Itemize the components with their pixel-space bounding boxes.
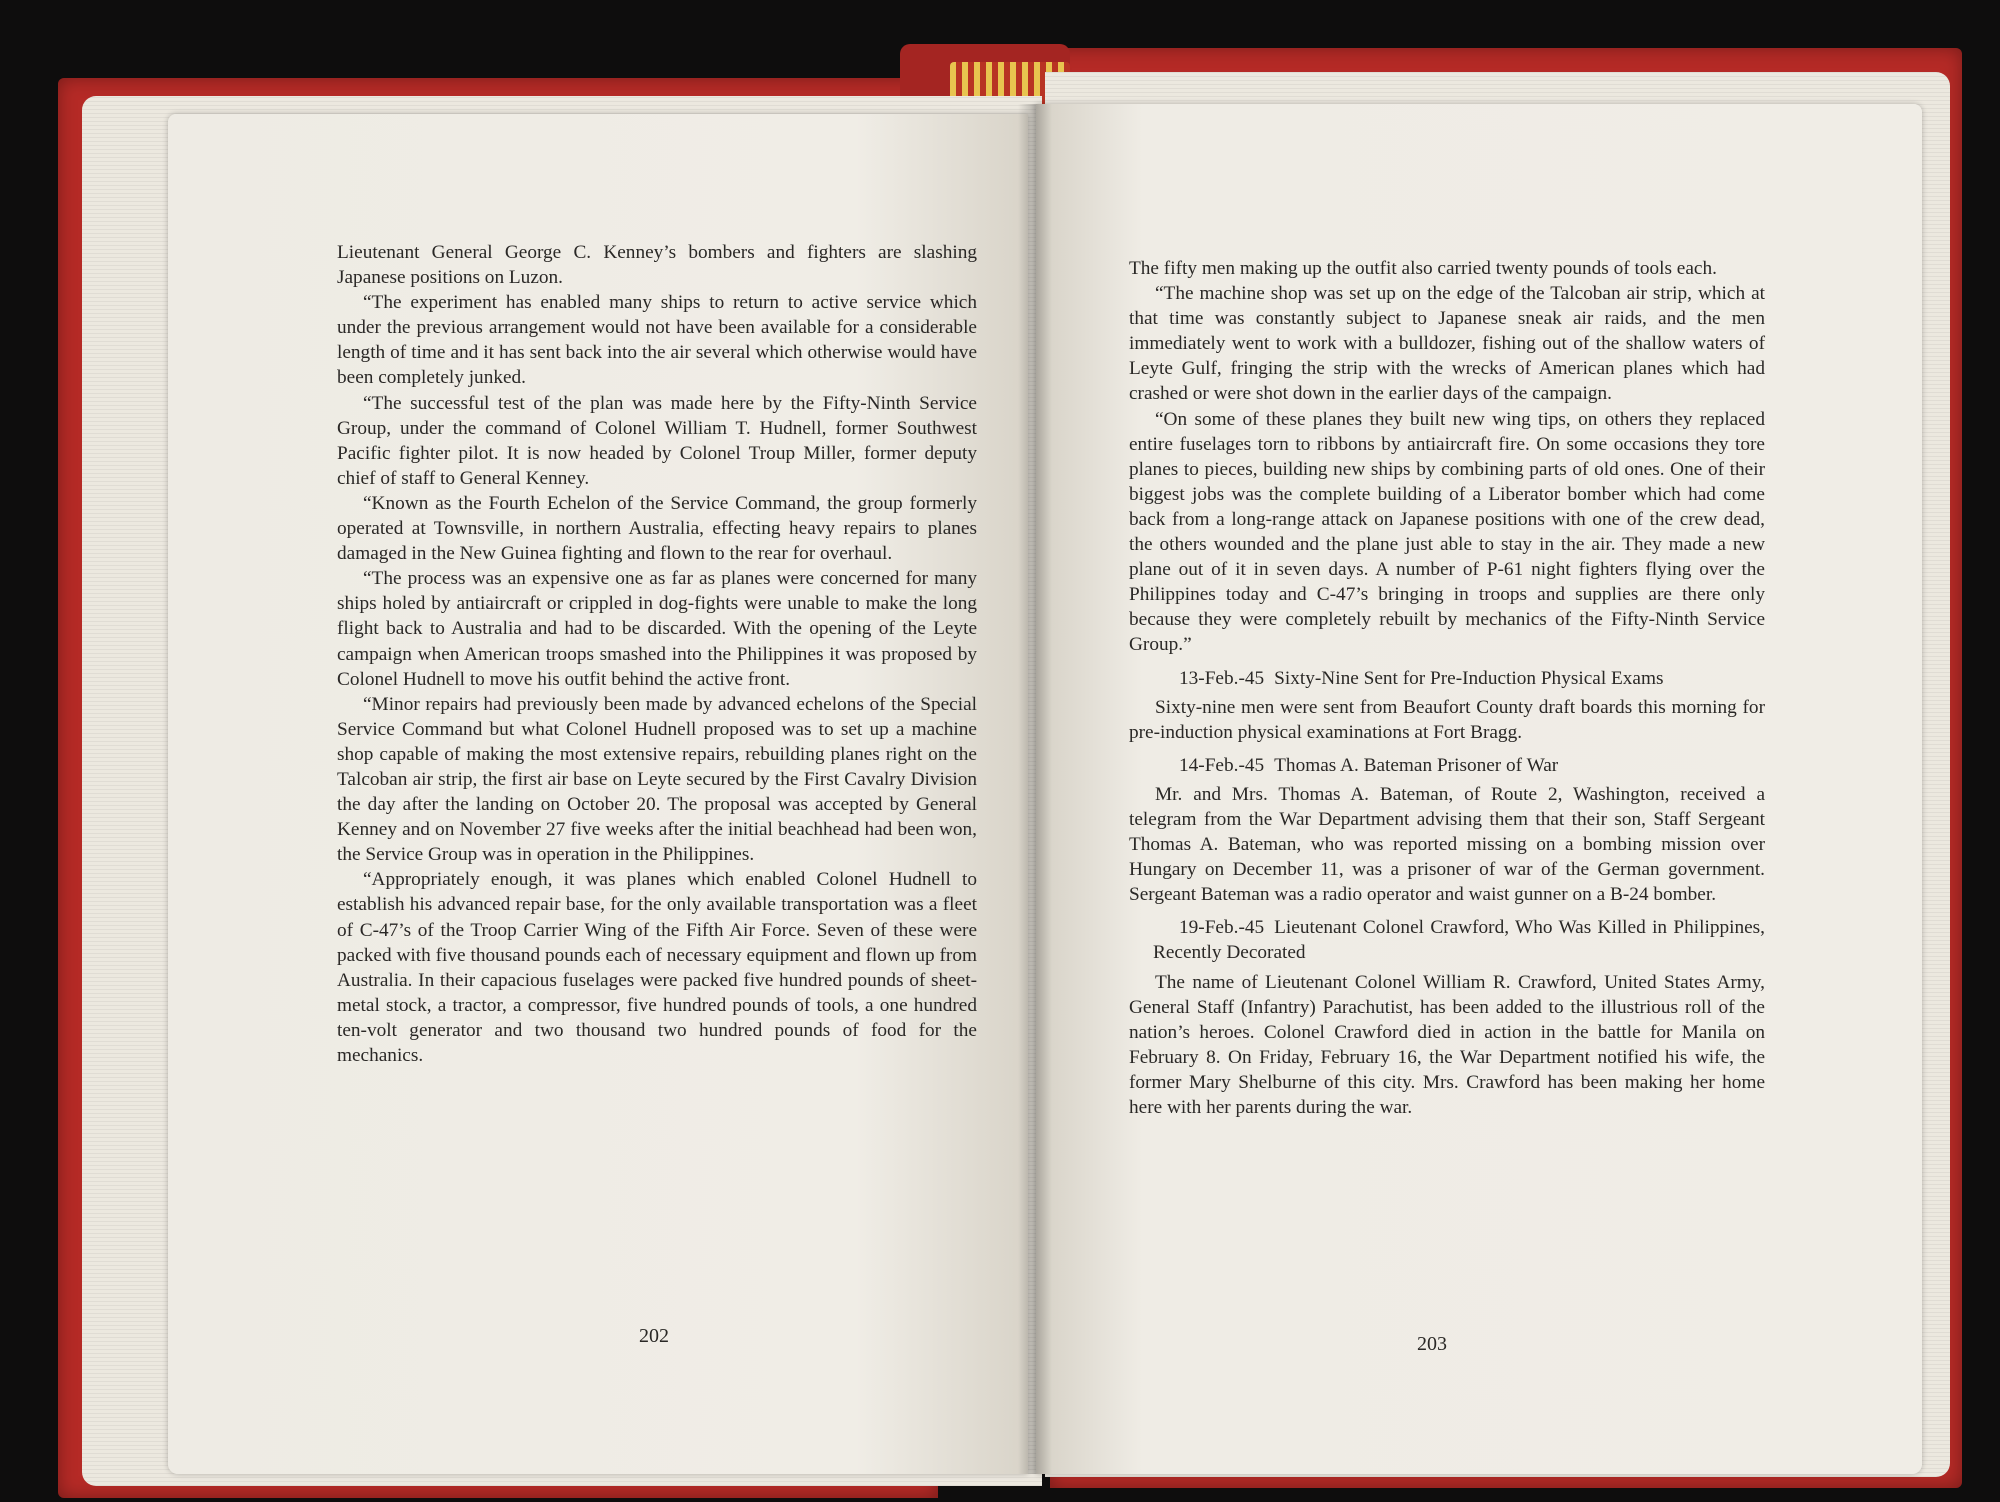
page-number-left: 202 bbox=[639, 1325, 669, 1347]
entry-heading bbox=[1129, 915, 1765, 965]
entry-date: 14-Feb.-45 bbox=[1179, 754, 1265, 776]
page-gutter bbox=[1018, 104, 1052, 1474]
dated-entry bbox=[1129, 753, 1765, 908]
entry-body: The name of Lieutenant Colonel William R. Crawford, United States Army, General Staff (Infantry) Parachutist, has been added to the illustrious roll of the nation’s heroes. Colonel Crawford died in action in the battle for Manila on February 8. On Friday, February 16, the War Department notified his wife, the former Mary Shelburne of this city. Mrs. Crawford has been making her home here with her parents during the war. bbox=[1129, 971, 1765, 1118]
left-page-text bbox=[337, 240, 977, 1068]
dated-entry bbox=[1129, 915, 1765, 1120]
entry-heading bbox=[1129, 666, 1765, 691]
paragraph: Lieutenant General George C. Kenney’s bombers and fighters are slashing Japanese positions on Luzon. bbox=[337, 242, 977, 289]
entry-headline: Lieutenant Colonel Crawford, Who Was Killed in Philippines, Recently Decorated bbox=[1153, 917, 1765, 964]
page-number-right: 203 bbox=[1417, 1333, 1447, 1355]
dated-entry bbox=[1129, 666, 1765, 745]
paragraph: “Known as the Fourth Echelon of the Service Command, the group formerly operated at Townsville, in northern Australia, effecting heavy repairs to planes damaged in the New Guinea fighting and flown to the rear for overhaul. bbox=[337, 492, 977, 565]
paragraph: “Appropriately enough, it was planes which enabled Colonel Hudnell to establish his advanced repair base, for the only available transportation was a fleet of C-47’s of the Troop Carrier Wing of the Fifth Air Force. Seven of these were packed with five thousand pounds each of necessary equipment and flown up from Australia. In their capacious fuselages were packed five hundred pounds of sheet-metal stock, a tractor, a compressor, five hundred pounds of tools, a one hundred ten-volt generator and two thousand two hundred pounds of food for the mechanics. bbox=[337, 869, 977, 1066]
entry-body: Sixty-nine men were sent from Beaufort County draft boards this morning for pre-induction physical examinations at Fort Bragg. bbox=[1129, 696, 1765, 743]
paragraph: “The experiment has enabled many ships to return to active service which under the previous arrangement would not have been available for a considerable length of time and it has sent back into the air several which otherwise would have been completely junked. bbox=[337, 292, 977, 389]
paragraph: “The process was an expensive one as far as planes were concerned for many ships holed by antiaircraft or crippled in dog-fights were unable to make the long flight back to Australia and had to be discarded. With the opening of the Leyte campaign when American troops smashed into the Philippines it was proposed by Colonel Hudnell to move his outfit behind the active front. bbox=[337, 568, 977, 690]
paragraph: “On some of these planes they built new wing tips, on others they replaced entire fuselages torn to ribbons by antiaircraft fire. On some occasions they tore planes to pieces, building new ships by combining parts of old ones. One of their biggest jobs was the complete building of a Liberator bomber which had come back from a long-range attack on Japanese positions with one of the crew dead, the others wounded and the plane just able to stay in the air. They made a new plane out of it in seven days. A number of P-61 night fighters flying over the Philippines today and C-47’s bringing in troops and supplies are there only because they were completely rebuilt by mechanics of the Fifty-Ninth Service Group.” bbox=[1129, 408, 1765, 656]
paragraph: The fifty men making up the outfit also carried twenty pounds of tools each. bbox=[1129, 258, 1717, 279]
entry-date: 13-Feb.-45 bbox=[1179, 667, 1265, 689]
entry-heading bbox=[1129, 753, 1765, 778]
paragraph: “Minor repairs had previously been made by advanced echelons of the Special Service Command but what Colonel Hudnell proposed was to set up a machine shop capable of making the most extensive repairs, rebuilding planes right on the Talcoban air strip, the first air base on Leyte secured by the First Cavalry Division the day after the landing on October 20. The proposal was accepted by General Kenney and on November 27 five weeks after the initial beachhead had been won, the Service Group was in operation in the Philippines. bbox=[337, 693, 977, 866]
entry-headline: Sixty-Nine Sent for Pre-Induction Physical Exams bbox=[1274, 667, 1664, 689]
entry-headline: Thomas A. Bateman Prisoner of War bbox=[1274, 754, 1559, 776]
entry-body: Mr. and Mrs. Thomas A. Bateman, of Route 2, Washington, received a telegram from the War Department advising them that their son, Staff Sergeant Thomas A. Bateman, who was reported missing on a bombing mission over Hungary on December 11, was a prisoner of war of the German government. Sergeant Bateman was a radio operator and waist gunner on a B-24 bomber. bbox=[1129, 783, 1765, 906]
right-page-text bbox=[1129, 256, 1765, 1120]
paragraph: “The machine shop was set up on the edge of the Talcoban air strip, which at that time was constantly subject to Japanese sneak air raids, and the men immediately went to work with a bulldozer, fishing out of the shallow waters of Leyte Gulf, fringing the strip with the wrecks of American planes which had crashed or were shot down in the earlier days of the campaign. bbox=[1129, 283, 1765, 405]
paragraph: “The successful test of the plan was made here by the Fifty-Ninth Service Group, under the command of Colonel William T. Hudnell, former Southwest Pacific fighter pilot. It is now headed by Colonel Troup Miller, former deputy chief of staff to General Kenney. bbox=[337, 392, 977, 489]
entry-date: 19-Feb.-45 bbox=[1179, 917, 1265, 939]
